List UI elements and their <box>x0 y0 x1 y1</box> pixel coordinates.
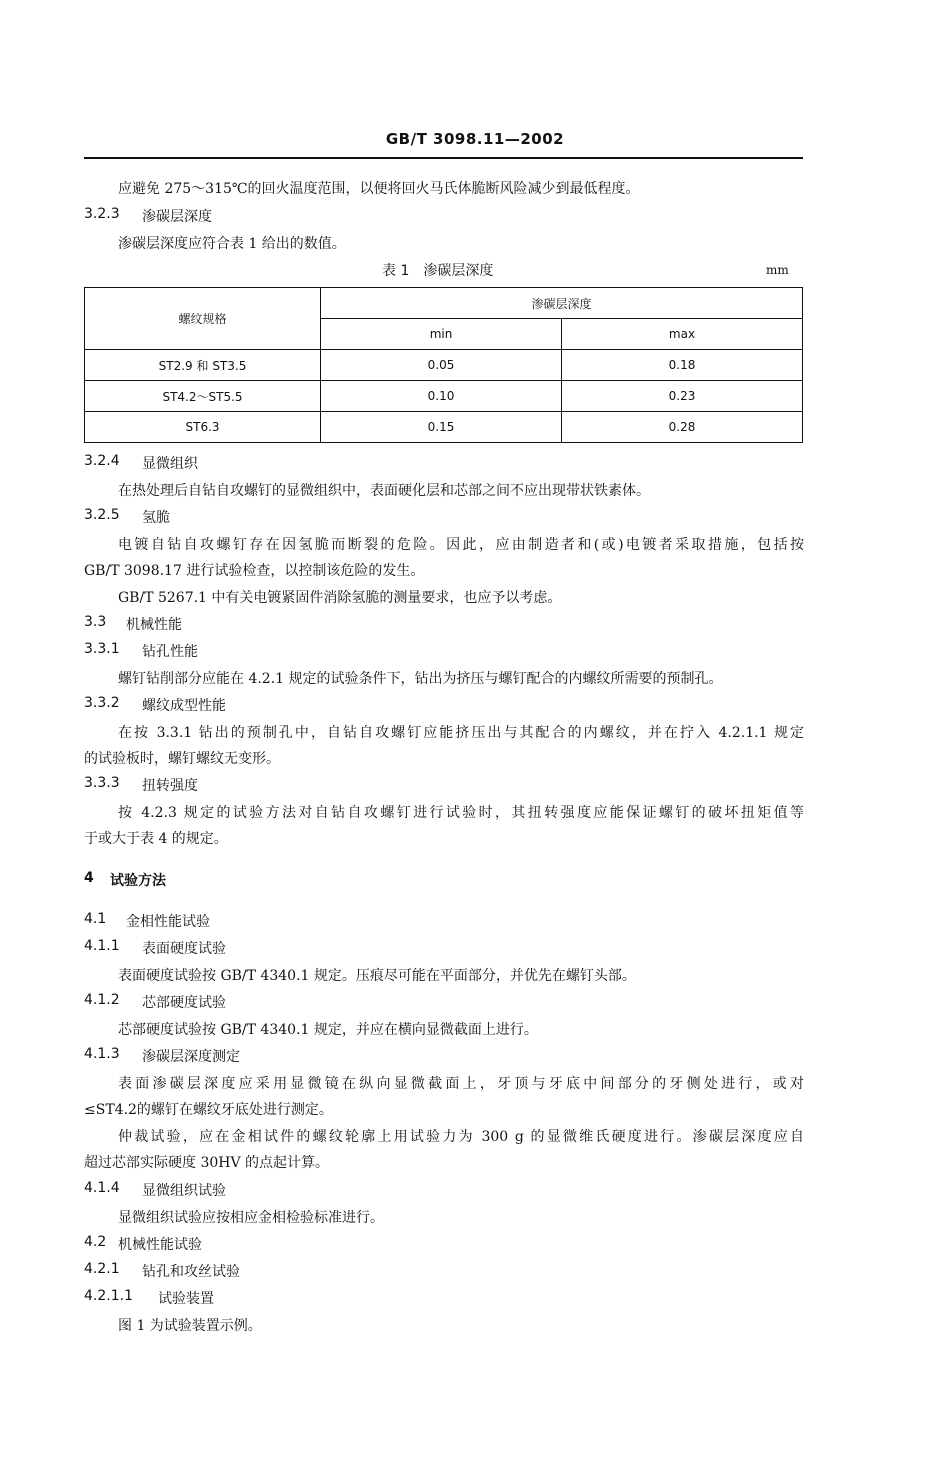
section-title: 试验装置 <box>158 1291 214 1307</box>
paragraph: 在按 3.3.1 钻出的预制孔中，自钻自攻螺钉应能挤压出与其配合的内螺纹，并在拧入 4.2.1.1 规定 <box>118 725 804 741</box>
paragraph: 芯部硬度试验按 GB/T 4340.1 规定，并应在横向显微截面上进行。 <box>118 1022 538 1038</box>
table-cell-min: 0.15 <box>321 412 562 443</box>
paragraph: 仲裁试验，应在金相试件的螺纹轮廓上用试验力为 300 g 的显微维氏硬度进行。渗碳层深度应自 <box>118 1129 804 1145</box>
table-cell-min: 0.10 <box>321 381 562 412</box>
paragraph: GB/T 5267.1 中有关电镀紧固件消除氢脆的测量要求，也应予以考虑。 <box>118 590 562 606</box>
table-header-group: 渗碳层深度 <box>321 288 803 319</box>
table-cell-spec: ST6.3 <box>85 412 321 443</box>
section-number: 4.1.1 <box>84 938 120 954</box>
section-title: 芯部硬度试验 <box>142 995 226 1011</box>
section-number: 4.1.2 <box>84 992 120 1008</box>
section-number: 3.2.4 <box>84 453 120 469</box>
section-title: 钻孔和攻丝试验 <box>142 1264 240 1280</box>
paragraph: 按 4.2.3 规定的试验方法对自钻自攻螺钉进行试验时，其扭转强度应能保证螺钉的破坏扭矩值等 <box>118 805 804 821</box>
paragraph: 显微组织试验应按相应金相检验标准进行。 <box>118 1210 384 1226</box>
paragraph: 螺钉钻削部分应能在 4.2.1 规定的试验条件下，钻出为挤压与螺钉配合的内螺纹所需要的预制孔。 <box>118 671 723 687</box>
paragraph: 电镀自钻自攻螺钉存在因氢脆而断裂的危险。因此，应由制造者和(或)电镀者采取措施，包括按 <box>118 537 804 553</box>
section-title: 显微组织试验 <box>142 1183 226 1199</box>
section-number: 3.2.3 <box>84 206 120 222</box>
paragraph-continuation: 超过芯部实际硬度 30HV 的点起计算。 <box>84 1155 330 1171</box>
section-number: 4.2.1 <box>84 1261 120 1277</box>
paragraph: 渗碳层深度应符合表 1 给出的数值。 <box>118 236 346 252</box>
page-header: GB/T 3098.11—2002 <box>385 130 565 148</box>
section-title: 扭转强度 <box>142 778 198 794</box>
table-caption: 表 1 渗碳层深度 <box>382 263 494 279</box>
table-cell-max: 0.28 <box>562 412 803 443</box>
chapter-title: 试验方法 <box>110 873 166 889</box>
paragraph: 在热处理后自钻自攻螺钉的显微组织中，表面硬化层和芯部之间不应出现带状铁素体。 <box>118 483 650 499</box>
section-title: 渗碳层深度测定 <box>142 1049 240 1065</box>
intro-paragraph: 应避免 275～315℃的回火温度范围，以便将回火马氏体脆断风险减少到最低程度。 <box>118 181 640 197</box>
paragraph-continuation: ≤ST4.2的螺钉在螺纹牙底处进行测定。 <box>84 1102 333 1118</box>
table-row <box>85 350 803 381</box>
paragraph: 图 1 为试验装置示例。 <box>118 1318 262 1334</box>
table-cell-spec: ST4.2～ST5.5 <box>85 381 321 412</box>
section-title: 氢脆 <box>142 510 170 526</box>
section-number: 4.2 <box>84 1234 107 1250</box>
section-number: 3.3 <box>84 614 107 630</box>
chapter-number: 4 <box>84 870 94 886</box>
section-title: 机械性能 <box>126 617 182 633</box>
carburized-depth-table <box>84 287 803 443</box>
table-row <box>85 412 803 443</box>
section-number: 4.1.4 <box>84 1180 120 1196</box>
paragraph-continuation: 于或大于表 4 的规定。 <box>84 831 228 847</box>
table-header-spec: 螺纹规格 <box>85 288 321 350</box>
section-number: 3.2.5 <box>84 507 120 523</box>
paragraph-continuation: GB/T 3098.17 进行试验检查，以控制该危险的发生。 <box>84 563 425 579</box>
table-row <box>85 381 803 412</box>
section-title: 渗碳层深度 <box>142 209 212 225</box>
table-cell-max: 0.18 <box>562 350 803 381</box>
table-unit: mm <box>766 263 789 277</box>
paragraph-continuation: 的试验板时，螺钉螺纹无变形。 <box>84 751 280 767</box>
table-cell-min: 0.05 <box>321 350 562 381</box>
paragraph: 表面渗碳层深度应采用显微镜在纵向显微截面上，牙顶与牙底中间部分的牙侧处进行，或对 <box>118 1076 804 1092</box>
table-cell-max: 0.23 <box>562 381 803 412</box>
section-number: 3.3.2 <box>84 695 120 711</box>
section-number: 3.3.3 <box>84 775 120 791</box>
section-title: 钻孔性能 <box>142 644 198 660</box>
section-number: 4.2.1.1 <box>84 1288 133 1304</box>
table-cell-spec: ST2.9 和 ST3.5 <box>85 350 321 381</box>
section-number: 4.1 <box>84 911 107 927</box>
table-header-max: max <box>562 319 803 350</box>
section-title: 金相性能试验 <box>126 914 210 930</box>
section-number: 4.1.3 <box>84 1046 120 1062</box>
section-title: 螺纹成型性能 <box>142 698 226 714</box>
section-title: 表面硬度试验 <box>142 941 226 957</box>
section-title: 显微组织 <box>142 456 198 472</box>
section-title: 机械性能试验 <box>118 1237 202 1253</box>
section-number: 3.3.1 <box>84 641 120 657</box>
table-header-min: min <box>321 319 562 350</box>
paragraph: 表面硬度试验按 GB/T 4340.1 规定。压痕尽可能在平面部分，并优先在螺钉头部。 <box>118 968 636 984</box>
header-rule <box>84 157 803 159</box>
